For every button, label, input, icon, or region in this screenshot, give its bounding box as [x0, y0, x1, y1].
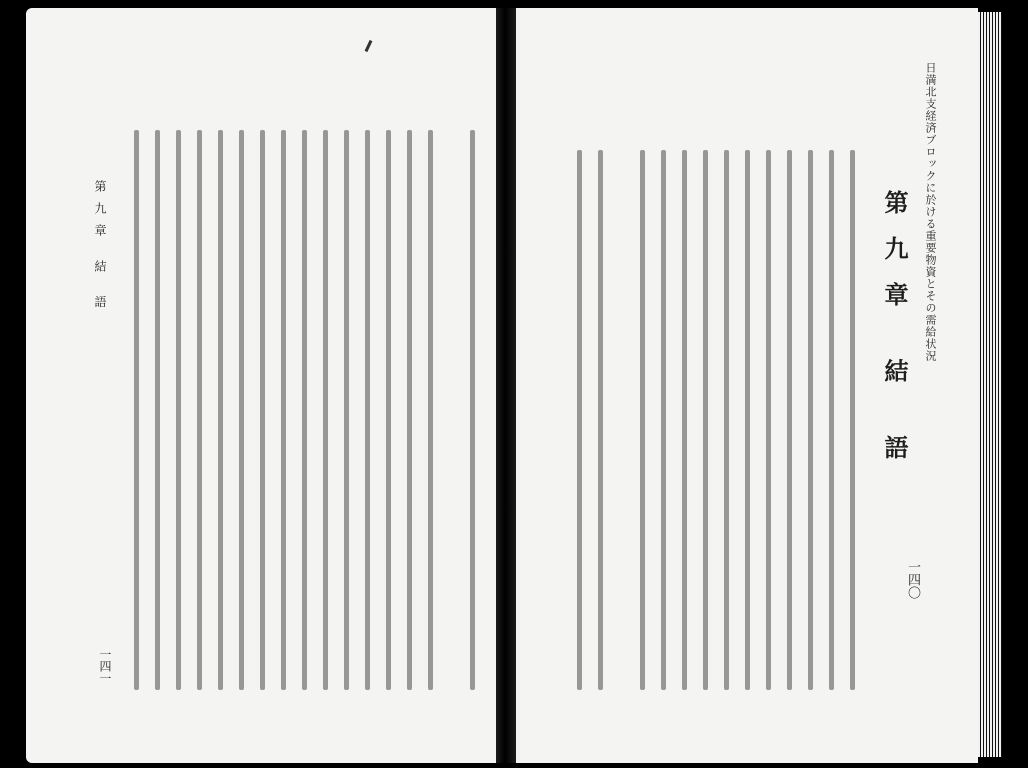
book-gutter	[496, 8, 516, 763]
page-number-left: 一四一	[98, 648, 112, 684]
page-edges	[978, 12, 1002, 757]
chapter-footer: 第九章 結 語	[93, 180, 107, 318]
text-column	[745, 150, 750, 690]
text-column	[323, 130, 328, 690]
text-column	[239, 130, 244, 690]
text-column	[428, 130, 433, 690]
text-column	[682, 150, 687, 690]
text-column	[218, 130, 223, 690]
text-column	[703, 150, 708, 690]
text-column	[808, 150, 813, 690]
text-column	[829, 150, 834, 690]
text-column	[407, 130, 412, 690]
text-column	[344, 130, 349, 690]
text-column	[724, 150, 729, 690]
text-column	[155, 130, 160, 690]
text-column	[260, 130, 265, 690]
text-column	[281, 130, 286, 690]
text-column	[787, 150, 792, 690]
text-column	[640, 150, 645, 690]
chapter-title: 第九章 結 語	[880, 190, 909, 481]
page-number-right: 一四〇	[905, 560, 920, 599]
text-column	[598, 150, 603, 690]
text-column	[197, 130, 202, 690]
text-column	[302, 130, 307, 690]
text-column	[661, 150, 666, 690]
text-column	[365, 130, 370, 690]
text-column	[386, 130, 391, 690]
text-column	[766, 150, 771, 690]
text-column	[470, 130, 475, 690]
text-column	[577, 150, 582, 690]
text-column	[850, 150, 855, 690]
running-head: 日満北支経済ブロックに於ける重要物資とその需給状況	[924, 62, 937, 362]
text-column	[134, 130, 139, 690]
text-column	[176, 130, 181, 690]
